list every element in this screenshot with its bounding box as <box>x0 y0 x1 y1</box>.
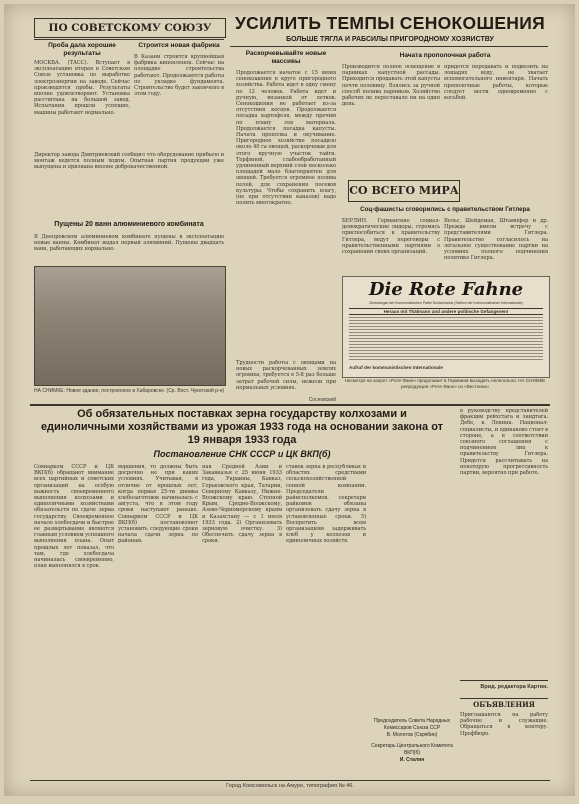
rote-fahne-reproduction <box>342 276 550 378</box>
divider <box>460 680 548 681</box>
divider <box>30 404 550 406</box>
world-section-header <box>348 180 460 202</box>
author-name: Сосновский <box>308 397 336 403</box>
rote-fahne-line: Aufruf der kommunistischen Internationale <box>349 365 443 370</box>
footer-imprint: Город Комсомольск на Амуре, типография № 46. <box>226 783 354 789</box>
article-text: В Казани строится крупнейшая фабрика кинопленок. Сейчас на площадке строительства работают. Продолжаются работы по укладке фундамента. Строительство будет закончено в этом году. <box>134 54 224 98</box>
divider <box>30 780 550 781</box>
article-headline: Раскорчевывайте новые массивы <box>245 50 327 65</box>
left-section-header <box>34 18 226 38</box>
main-subheadline: БОЛЬШЕ ТЯГЛА И РАБСИЛЫ ПРИГОРОДНОМУ ХОЗЯЙСТВУ <box>286 36 494 43</box>
article-text: МОСКВА. (ТАСС). Вступает в эксплоатацию вторая в Советском Союзе установка по выработке электроэнергии на заводе. Сейчас производятся пробы. Результаты вполне удовлетворяют. Установка рассчитана на большой завод. Испытания прошли успешно, машины работают нормально. <box>34 60 130 116</box>
article-headline: Проба дала хорошие результаты <box>48 42 116 57</box>
newspaper-page <box>4 4 575 796</box>
left-header-text: ПО СОВЕТСКОМУ СОЮЗУ <box>48 22 212 34</box>
article-text: придется передавать и подвозить на лошадях воду, не хватает вспомогательного инвентаря. Начать прополочные работы, которые следует вести одновременно с косьбой. <box>444 64 548 102</box>
photo-caption: Несмотря на запрет «Роте Фане» продолжает в Германии выходить нелегально. НА СНИМКЕ репродукция «Роте Фане» из «Вестника» <box>344 378 546 389</box>
article-text: Продолжается начатое с 15 июня сенокошение в круге пригородного хозяйства. Работа идет в одну смену по 12 человек. Работа идет и ручную, вязанкой от лотков. Сенокошения не работает из-за отсутствия косцов. Продолжается посадка картофеля, между прочим по плану сев материала. Продолжается посадка капусты. Начата прополка и окучивание. Пригородное хозяйство посадило около 40 га овощей, раскорчевав для этого вручную участок тайги. Торфяной, слабообработанный удлиненный верхний слой несколько площадей мало благоприятен для овощей. Требуется огромное полива полей, для сохранения посевов культуры. Чтобы сохранить влагу, (не при отсутствии каналов) надо полить многократно. <box>236 70 336 207</box>
article-text: В Днепровском алюминиевом комбинате пущены в эксплоатацию новые ванны. Комбинат выдал первый алюминий. Пущены двадцать ванн, работающих нормально. <box>34 234 224 253</box>
main-headline: УСИЛИТЬ ТЕМПЫ СЕНОКОШЕНИЯ <box>234 13 545 33</box>
article-headline: Строится новая фабрика <box>138 42 220 49</box>
decree-text: вершения, то должны быть досрочно не при каких условиях. Учитывая, в отличие от прошлых лет, когда первая 25-ти дневка хлебозаготовок начиналась с августа, что в этом году сроки наступают раньше. Совнарком СССР и ЦК ВКП(б) постановляют установить следующие сроки начала сдачи зерна по районам. <box>118 464 198 545</box>
photo-caption: НА СНИМКЕ: Новое здание, построенное в Хабаровске. (Ср. Вост. Чукотский р-н) <box>34 388 225 394</box>
decree-title: Об обязательных поставках зерна государству колхозами и единоличными хозяйствами из урожая 1933 года на основании закона от 19 января 1933 года <box>40 408 444 446</box>
ads-text: Приглашаются на работу рабочие и служащие. Обращаться в контору. Профбюро. <box>460 712 548 737</box>
article-headline: Пущены 20 ванн алюминиевого комбината <box>54 221 204 228</box>
rote-fahne-subtitle: Zentralorgan der Kommunistischen Partei Deutschlands (Sektion der Kommunistischen Internationale) <box>369 301 523 305</box>
signature-name: И. Сталин <box>399 757 425 763</box>
divider <box>34 39 224 40</box>
rote-fahne-line: Heraus mit Thälmann und andere politische Gefangenen! <box>349 308 543 315</box>
decree-text: ная Средней Азии и Закавказья с 25 июня 1933 года, Украины, Кавказ, Горьковского края, Татарии, Северному Кавказу, Нижне-Волжскому краю. Степной Крым, Средне-Волжскому, Азово-Черноморскому краям и Казахстану — с 1 июля 1933 года. 2) Организовать зерновую очистку. 3) Обеспечить сдачу зерна в сроки. <box>202 464 282 545</box>
ads-header-text: ОБЪЯВЛЕНИЯ <box>473 700 535 709</box>
article-text: Трудности работы с овощами на новых раскорчеванных землях огромны, требуется в 5-8 раз больше затрат рабочей силы, нежели при нормальных условиях. <box>236 360 336 391</box>
ads-header <box>460 698 548 711</box>
article-text: Вельс, Шейдеман, Штампфер и др. Прежде имели встречу с представителями Гитлера. Правительство согласилось на легальное существование партии на условиях полного подчинения политике Гитлера. <box>444 218 548 262</box>
world-headline: Соц-фашисты сговорились с правительством Гитлера <box>360 206 530 213</box>
article-text: Директор завода Дмитриевский сообщил что оборудование прибыло и монтаж ведется полным ходом. Опытная партия продукции уже выпущена и признана вполне доброкачественной. <box>34 152 224 171</box>
decree-text: ставок зерна в республиках и областях средствами сельскохозяйственной сенной компании. Председатели райисполкомов, секретари райкомов обязаны организовать сдачу зерна в установленные сроки. 5) Воспретить всем организациям задерживать хлеб у колхозов и единоличных хозяйств. <box>286 464 366 545</box>
signature-block <box>370 718 454 764</box>
decree-subtitle: Постановление СНК СССР и ЦК ВКП(б) <box>153 449 331 459</box>
article-headline: Начата прополочная работа <box>399 52 491 59</box>
world-header-text: СО ВСЕГО МИРА <box>349 184 459 197</box>
article-text: в руководству представителей фракции рейхстага и ландтага. Дебе, к Ленина. Национал-социалисты, и одинаково стоят в стороне, а в соответствии союзного соглашения с подчинением лиц к правительству Гитлера. Придется рассчитывать на некоторую прогрессивность партии, вероятно при работе. <box>460 408 548 477</box>
signature-title: Секретарь Центрального Комитета ВКП(б) <box>371 743 453 756</box>
editor-line: Врид. редактора Картин. <box>480 684 548 690</box>
divider <box>230 46 548 47</box>
decree-text: Совнарком СССР и ЦК ВКП(б) обращают внимание всех партийных и советских организаций на особую важность своевременного выполнения колхозами и единоличными хозяйствами обязательств по сдаче зерна государству. Своевременное начало хлебосдачи и быстрое ее развертывание являются главным условием успешного выполнения плана. Опыт прошлых лет показал, что там, где хлебосдача начиналась своевременно, план выполнялся в срок. <box>34 464 114 570</box>
rote-fahne-columns <box>349 317 543 361</box>
building-photo <box>34 266 226 386</box>
rote-fahne-title: Die Rote Fahne <box>368 279 524 300</box>
article-text: БЕРЛИН. Германские социал-демократические лидеры, стремясь приспособиться к правительству Гитлера, ведут переговоры с правительственными партиями о сохранении своих организаций. <box>342 218 440 256</box>
signature-title: Председатель Совета Народных Комиссаров Союза ССР <box>373 718 451 731</box>
article-text: Производится полное освещение в парниках капустной рассады. Приходится продавать этой капусты почти половину. Взялись за ручной способ полива парников. Хозяйство рабочих не переставало ни на один день. <box>342 64 440 108</box>
signature-name: В. Молотов (Скрябин) <box>386 732 438 738</box>
